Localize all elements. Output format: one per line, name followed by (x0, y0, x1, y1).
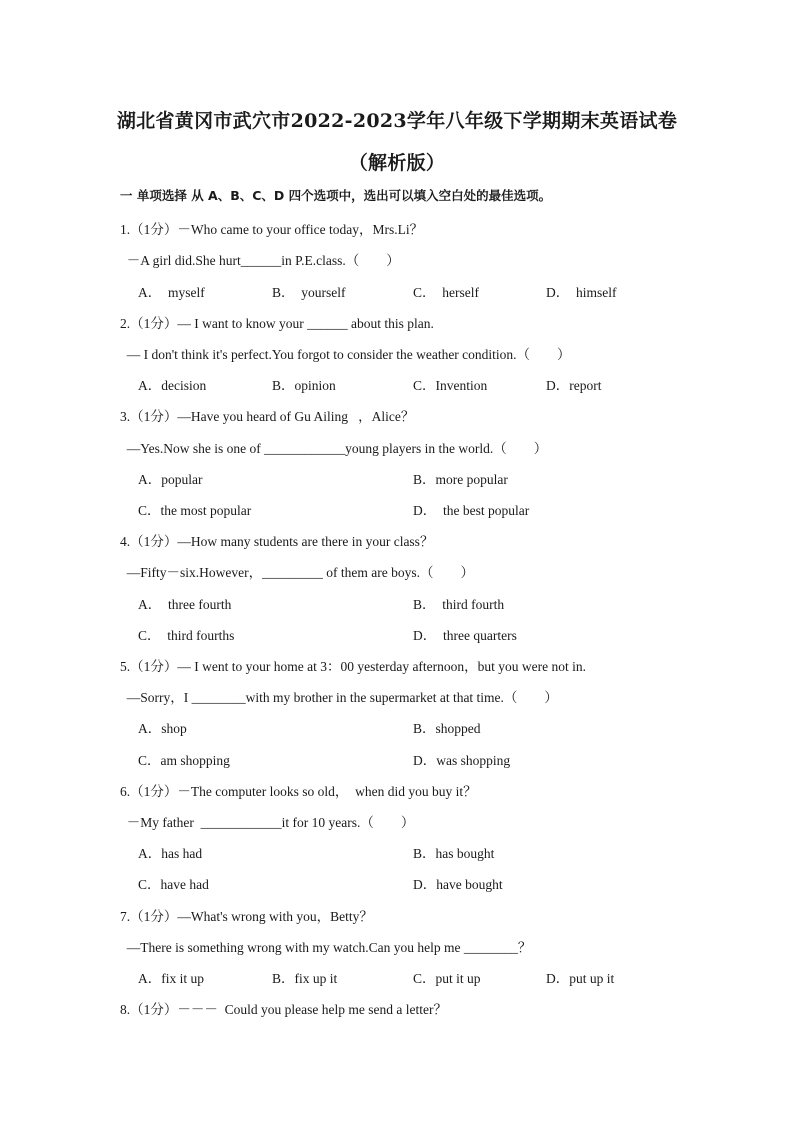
document-title: 湖北省黄冈市武穴市2022-2023学年八年级下学期期末英语试卷 (116, 110, 678, 132)
section-heading: 一 单项选择 从 A、B、C、D 四个选项中，选出可以填入空白处的最佳选项。 (120, 188, 552, 203)
question-6-reply: －My father ____________it for 10 years.（ ） (120, 815, 415, 830)
option-b: B． yourself (272, 285, 346, 300)
question-3-options-row2 (0, 499, 794, 517)
option-b: B．opinion (272, 378, 336, 393)
option-b: B．has bought (413, 846, 495, 861)
question-8-stem: 8.（1分）－－－ Could you please help me send a letter？ (120, 1002, 447, 1017)
question-3-options-row1 (0, 468, 794, 486)
option-d: D．have bought (413, 877, 503, 892)
question-7-reply: —There is something wrong with my watch.Can you help me ________？ (120, 940, 532, 955)
question-4-options-row1 (0, 593, 794, 611)
option-c: C．am shopping (138, 753, 230, 768)
option-a: A．fix it up (138, 971, 204, 986)
question-3-reply: —Yes.Now she is one of ____________young players in the world.（ ） (120, 441, 548, 456)
option-b: B．more popular (413, 472, 508, 487)
question-1-options (0, 281, 794, 299)
question-5-options-row1 (0, 717, 794, 735)
option-d: D．was shopping (413, 753, 511, 768)
question-6-options-row1 (0, 842, 794, 860)
question-4-reply: —Fifty－six.However，_________ of them are boys.（ ） (120, 565, 474, 580)
question-2-stem: 2.（1分）— I want to know your ______ about this plan. (120, 316, 434, 331)
question-2-reply: — I don't think it's perfect.You forgot to consider the weather condition.（ ） (120, 347, 571, 362)
option-a: A．shop (138, 721, 187, 736)
option-a: A． three fourth (138, 597, 232, 612)
option-c: C．Invention (413, 378, 488, 393)
option-c: C．put it up (413, 971, 481, 986)
option-a: A． myself (138, 285, 205, 300)
question-4-stem: 4.（1分）—How many students are there in your class？ (120, 534, 434, 549)
option-a: A．decision (138, 378, 207, 393)
question-1-stem: 1.（1分）－Who came to your office today，Mrs.Li？ (120, 222, 424, 237)
question-4-options-row2 (0, 624, 794, 642)
question-6-options-row2 (0, 873, 794, 891)
option-d: D．report (546, 378, 602, 393)
option-d: D． three quarters (413, 628, 517, 643)
question-5-options-row2 (0, 749, 794, 767)
option-d: D． himself (546, 285, 617, 300)
option-d: D． the best popular (413, 503, 530, 518)
question-5-reply: —Sorry，I ________with my brother in the supermarket at that time.（ ） (120, 690, 558, 705)
question-5-stem: 5.（1分）— I went to your home at 3：00 yesterday afternoon，but you were not in. (120, 659, 587, 674)
option-c: C．have had (138, 877, 209, 892)
question-7-stem: 7.（1分）—What's wrong with you，Betty？ (120, 909, 373, 924)
option-a: A．has had (138, 846, 203, 861)
question-3-stem: 3.（1分）—Have you heard of Gu Ailing ，Alice？ (120, 409, 415, 424)
option-c: C． third fourths (138, 628, 235, 643)
option-d: D．put up it (546, 971, 615, 986)
question-6-stem: 6.（1分）－The computer looks so old， when did you buy it？ (120, 784, 477, 799)
option-b: B．shopped (413, 721, 481, 736)
option-c: C．the most popular (138, 503, 252, 518)
option-b: B．fix up it (272, 971, 338, 986)
option-a: A．popular (138, 472, 203, 487)
document-subtitle: （解析版） (348, 152, 446, 174)
question-7-options (0, 967, 794, 985)
option-b: B． third fourth (413, 597, 505, 612)
option-c: C． herself (413, 285, 479, 300)
question-2-options (0, 374, 794, 392)
question-1-reply: －A girl did.She hurt______in P.E.class.（ ） (120, 253, 400, 268)
